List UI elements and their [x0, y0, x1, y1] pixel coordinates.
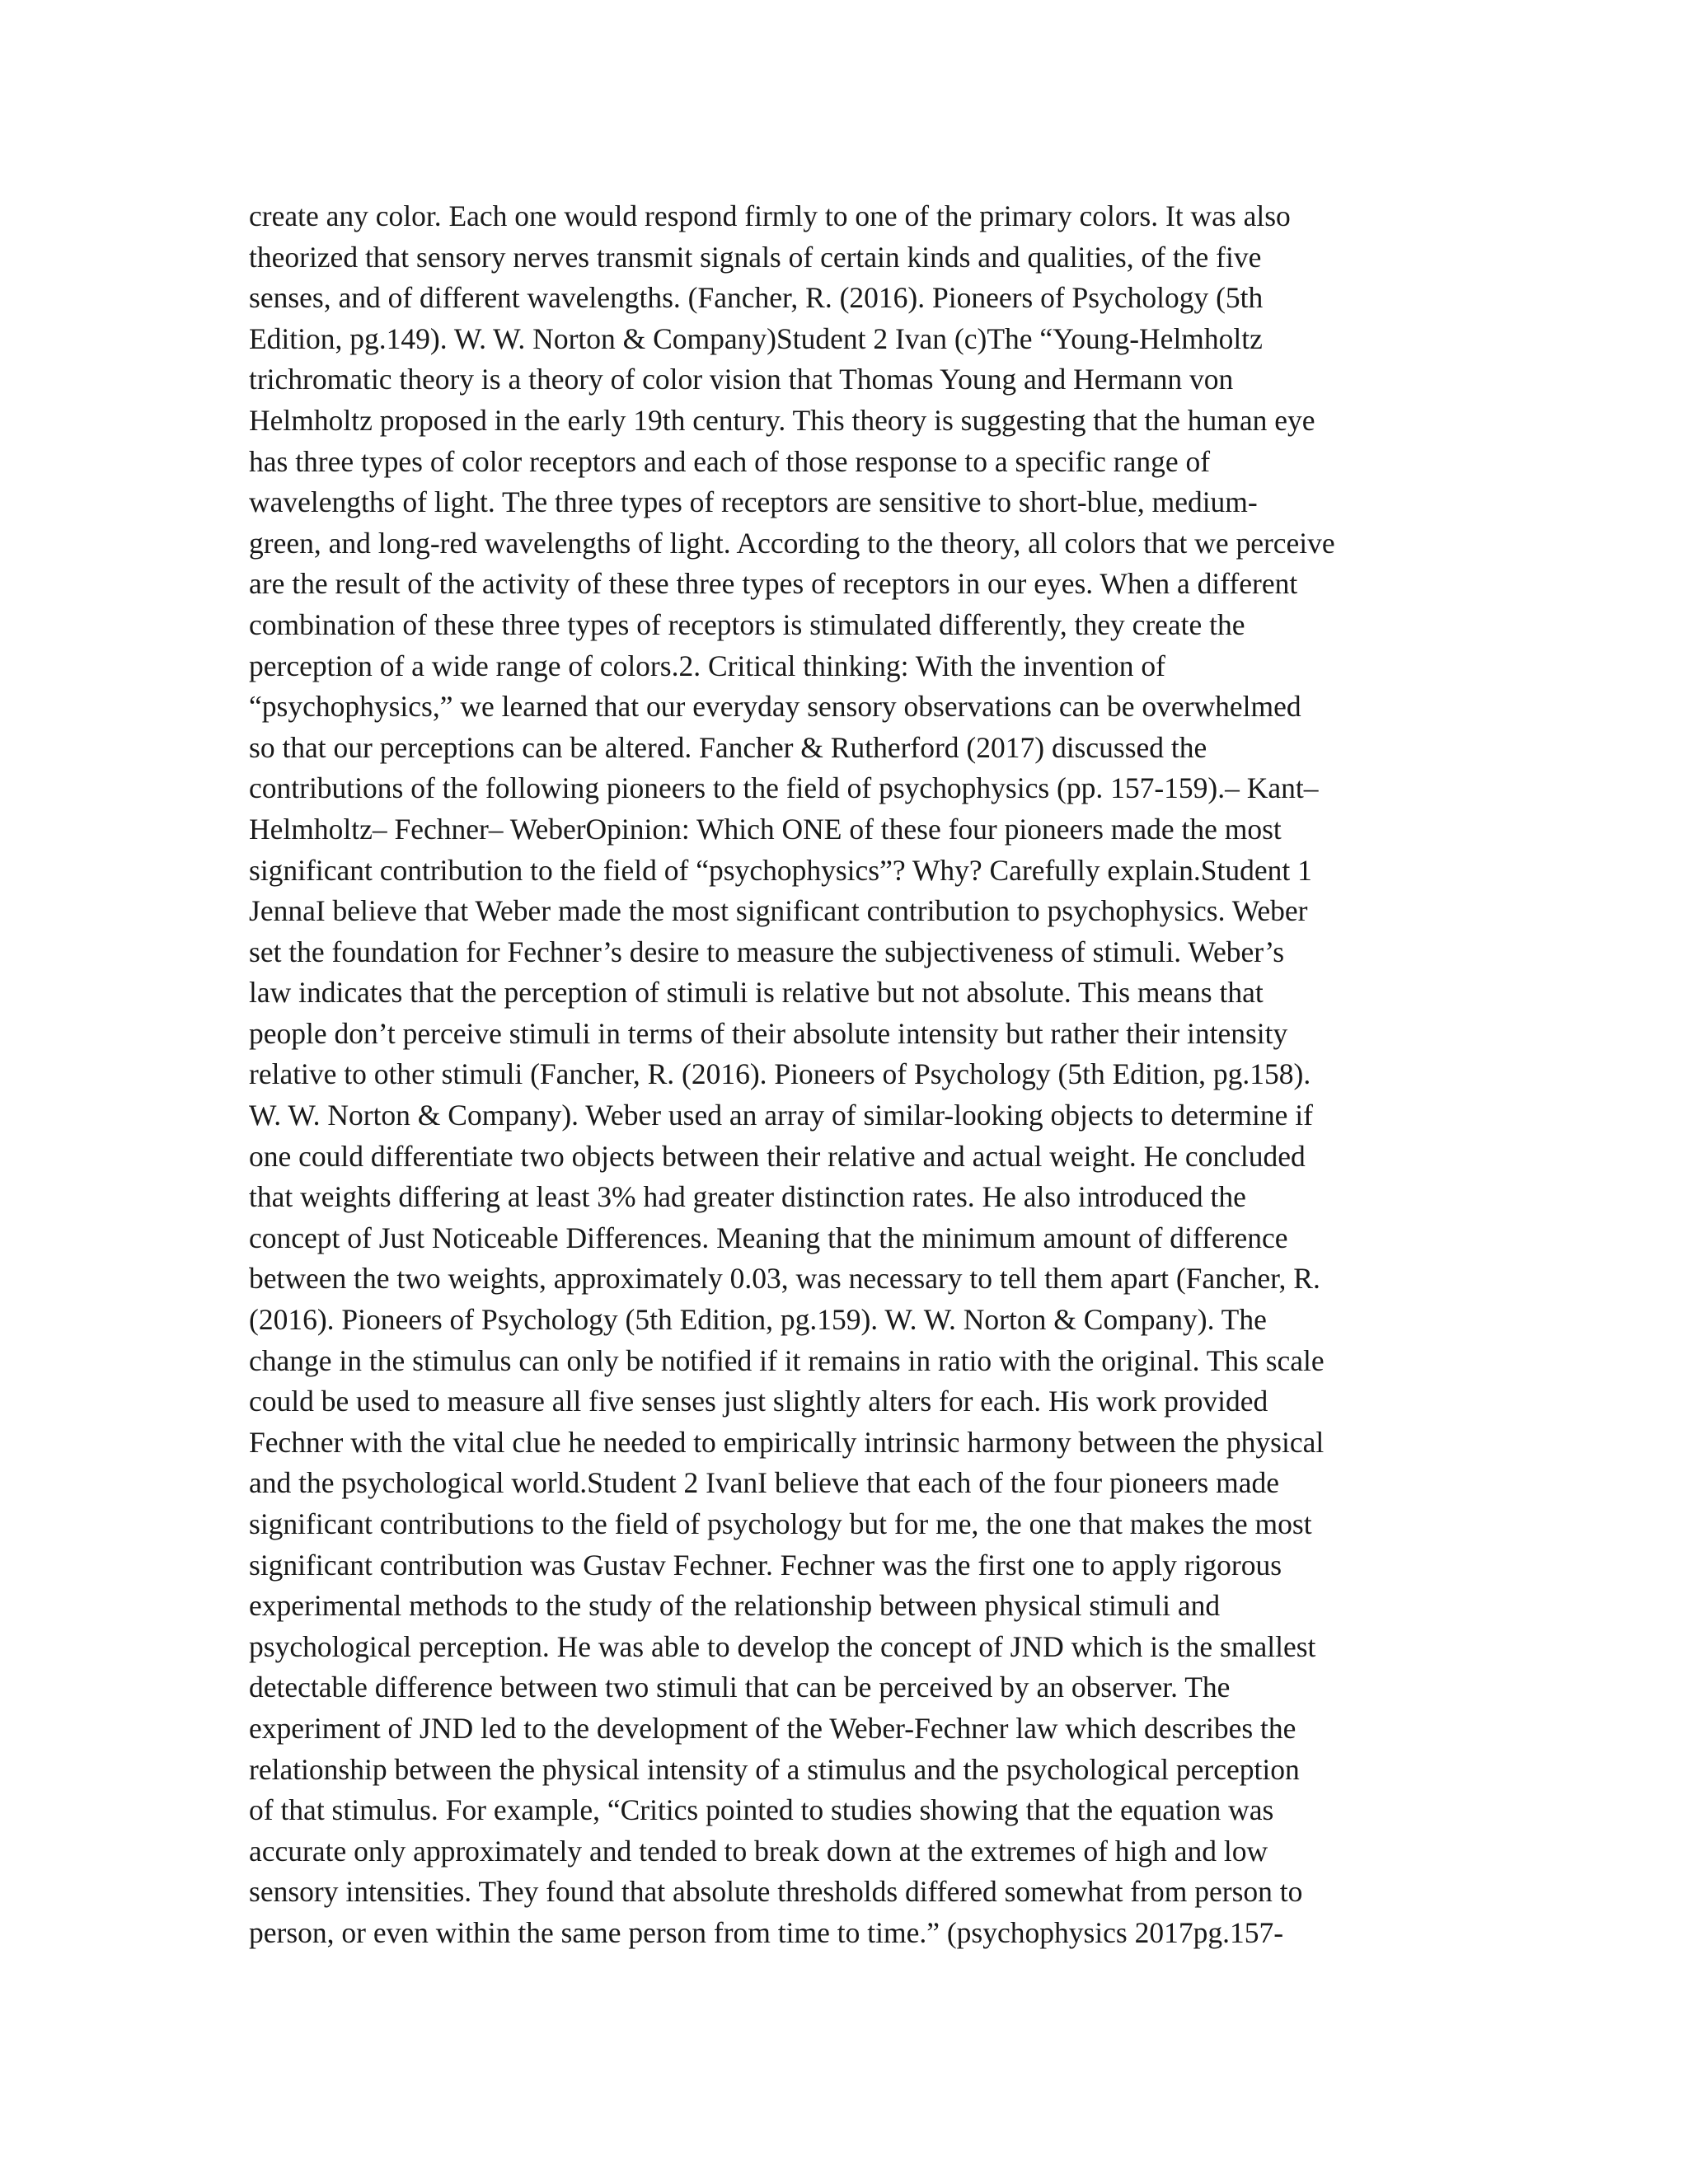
text-line: wavelengths of light. The three types of receptors are sensitive to short-blue, medium-	[249, 485, 1258, 519]
text-line: significant contribution to the field of “psychophysics”? Why? Carefully explain.Student 1	[249, 853, 1312, 887]
text-line: has three types of color receptors and each of those response to a specific range of	[249, 444, 1211, 478]
text-line: set the foundation for Fechner’s desire to measure the subjectiveness of stimuli. Weber’s	[249, 935, 1285, 968]
text-line: change in the stimulus can only be notified if it remains in ratio with the original. This scale	[249, 1343, 1325, 1377]
body-text	[249, 196, 1452, 1954]
text-line: trichromatic theory is a theory of color vision that Thomas Young and Hermann von	[249, 363, 1234, 396]
text-line: Helmholtz proposed in the early 19th century. This theory is suggesting that the human eye	[249, 403, 1315, 437]
text-line: W. W. Norton & Company). Weber used an array of similar-looking objects to determine if	[249, 1099, 1313, 1132]
text-line: between the two weights, approximately 0.03, was necessary to tell them apart (Fancher, R.	[249, 1262, 1320, 1296]
text-line: Fechner with the vital clue he needed to empirically intrinsic harmony between the physical	[249, 1425, 1325, 1459]
text-line: people don’t perceive stimuli in terms of their absolute intensity but rather their intensity	[249, 1016, 1288, 1050]
text-line: JennaI believe that Weber made the most significant contribution to psychophysics. Weber	[249, 894, 1308, 928]
text-line: relative to other stimuli (Fancher, R. (2016). Pioneers of Psychology (5th Edition, pg.158).	[249, 1057, 1311, 1091]
text-line: experimental methods to the study of the relationship between physical stimuli and	[249, 1589, 1221, 1623]
text-line: significant contributions to the field of psychology but for me, the one that makes the most	[249, 1507, 1312, 1540]
text-line: create any color. Each one would respond firmly to one of the primary colors. It was also	[249, 199, 1291, 232]
text-line: Edition, pg.149). W. W. Norton & Company)Student 2 Ivan (c)The “Young-Helmholtz	[249, 321, 1263, 355]
text-line: (2016). Pioneers of Psychology (5th Edition, pg.159). W. W. Norton & Company). The	[249, 1303, 1267, 1337]
text-line: person, or even within the same person from time to time.” (psychophysics 2017pg.157-	[249, 1915, 1284, 1949]
text-line: significant contribution was Gustav Fechner. Fechner was the first one to apply rigorous	[249, 1548, 1282, 1582]
text-line: sensory intensities. They found that absolute thresholds differed somewhat from person to	[249, 1875, 1303, 1909]
text-line: detectable difference between two stimuli that can be perceived by an observer. The	[249, 1671, 1231, 1704]
text-line: “psychophysics,” we learned that our everyday sensory observations can be overwhelmed	[249, 690, 1301, 724]
text-line: could be used to measure all five senses just slightly alters for each. His work provided	[249, 1385, 1268, 1418]
text-line: and the psychological world.Student 2 IvanI believe that each of the four pioneers made	[249, 1466, 1279, 1500]
text-line: theorized that sensory nerves transmit signals of certain kinds and qualities, of the five	[249, 240, 1262, 274]
text-line: experiment of JND led to the development of the Weber-Fechner law which describes the	[249, 1711, 1296, 1745]
text-line: of that stimulus. For example, “Critics pointed to studies showing that the equation was	[249, 1793, 1274, 1827]
text-line: are the result of the activity of these three types of receptors in our eyes. When a different	[249, 567, 1298, 601]
text-line: contributions of the following pioneers to the field of psychophysics (pp. 157-159).– Kant–	[249, 771, 1319, 805]
text-line: green, and long-red wavelengths of light. According to the theory, all colors that we perceive	[249, 526, 1335, 560]
text-line: Helmholtz– Fechner– WeberOpinion: Which ONE of these four pioneers made the most	[249, 812, 1282, 846]
text-line: so that our perceptions can be altered. Fancher & Rutherford (2017) discussed the	[249, 730, 1207, 764]
text-line: accurate only approximately and tended to break down at the extremes of high and low	[249, 1834, 1268, 1868]
text-line: perception of a wide range of colors.2. Critical thinking: With the invention of	[249, 649, 1165, 682]
text-line: law indicates that the perception of stimuli is relative but not absolute. This means that	[249, 976, 1264, 1010]
text-line: that weights differing at least 3% had greater distinction rates. He also introduced the	[249, 1180, 1246, 1214]
text-line: one could differentiate two objects between their relative and actual weight. He concluded	[249, 1139, 1306, 1173]
text-line: concept of Just Noticeable Differences. Meaning that the minimum amount of difference	[249, 1221, 1288, 1254]
text-line: combination of these three types of receptors is stimulated differently, they create the	[249, 607, 1245, 641]
text-line: relationship between the physical intensity of a stimulus and the psychological perception	[249, 1752, 1300, 1786]
text-line: psychological perception. He was able to develop the concept of JND which is the smallest	[249, 1629, 1316, 1663]
text-line: senses, and of different wavelengths. (Fancher, R. (2016). Pioneers of Psychology (5th	[249, 281, 1264, 315]
